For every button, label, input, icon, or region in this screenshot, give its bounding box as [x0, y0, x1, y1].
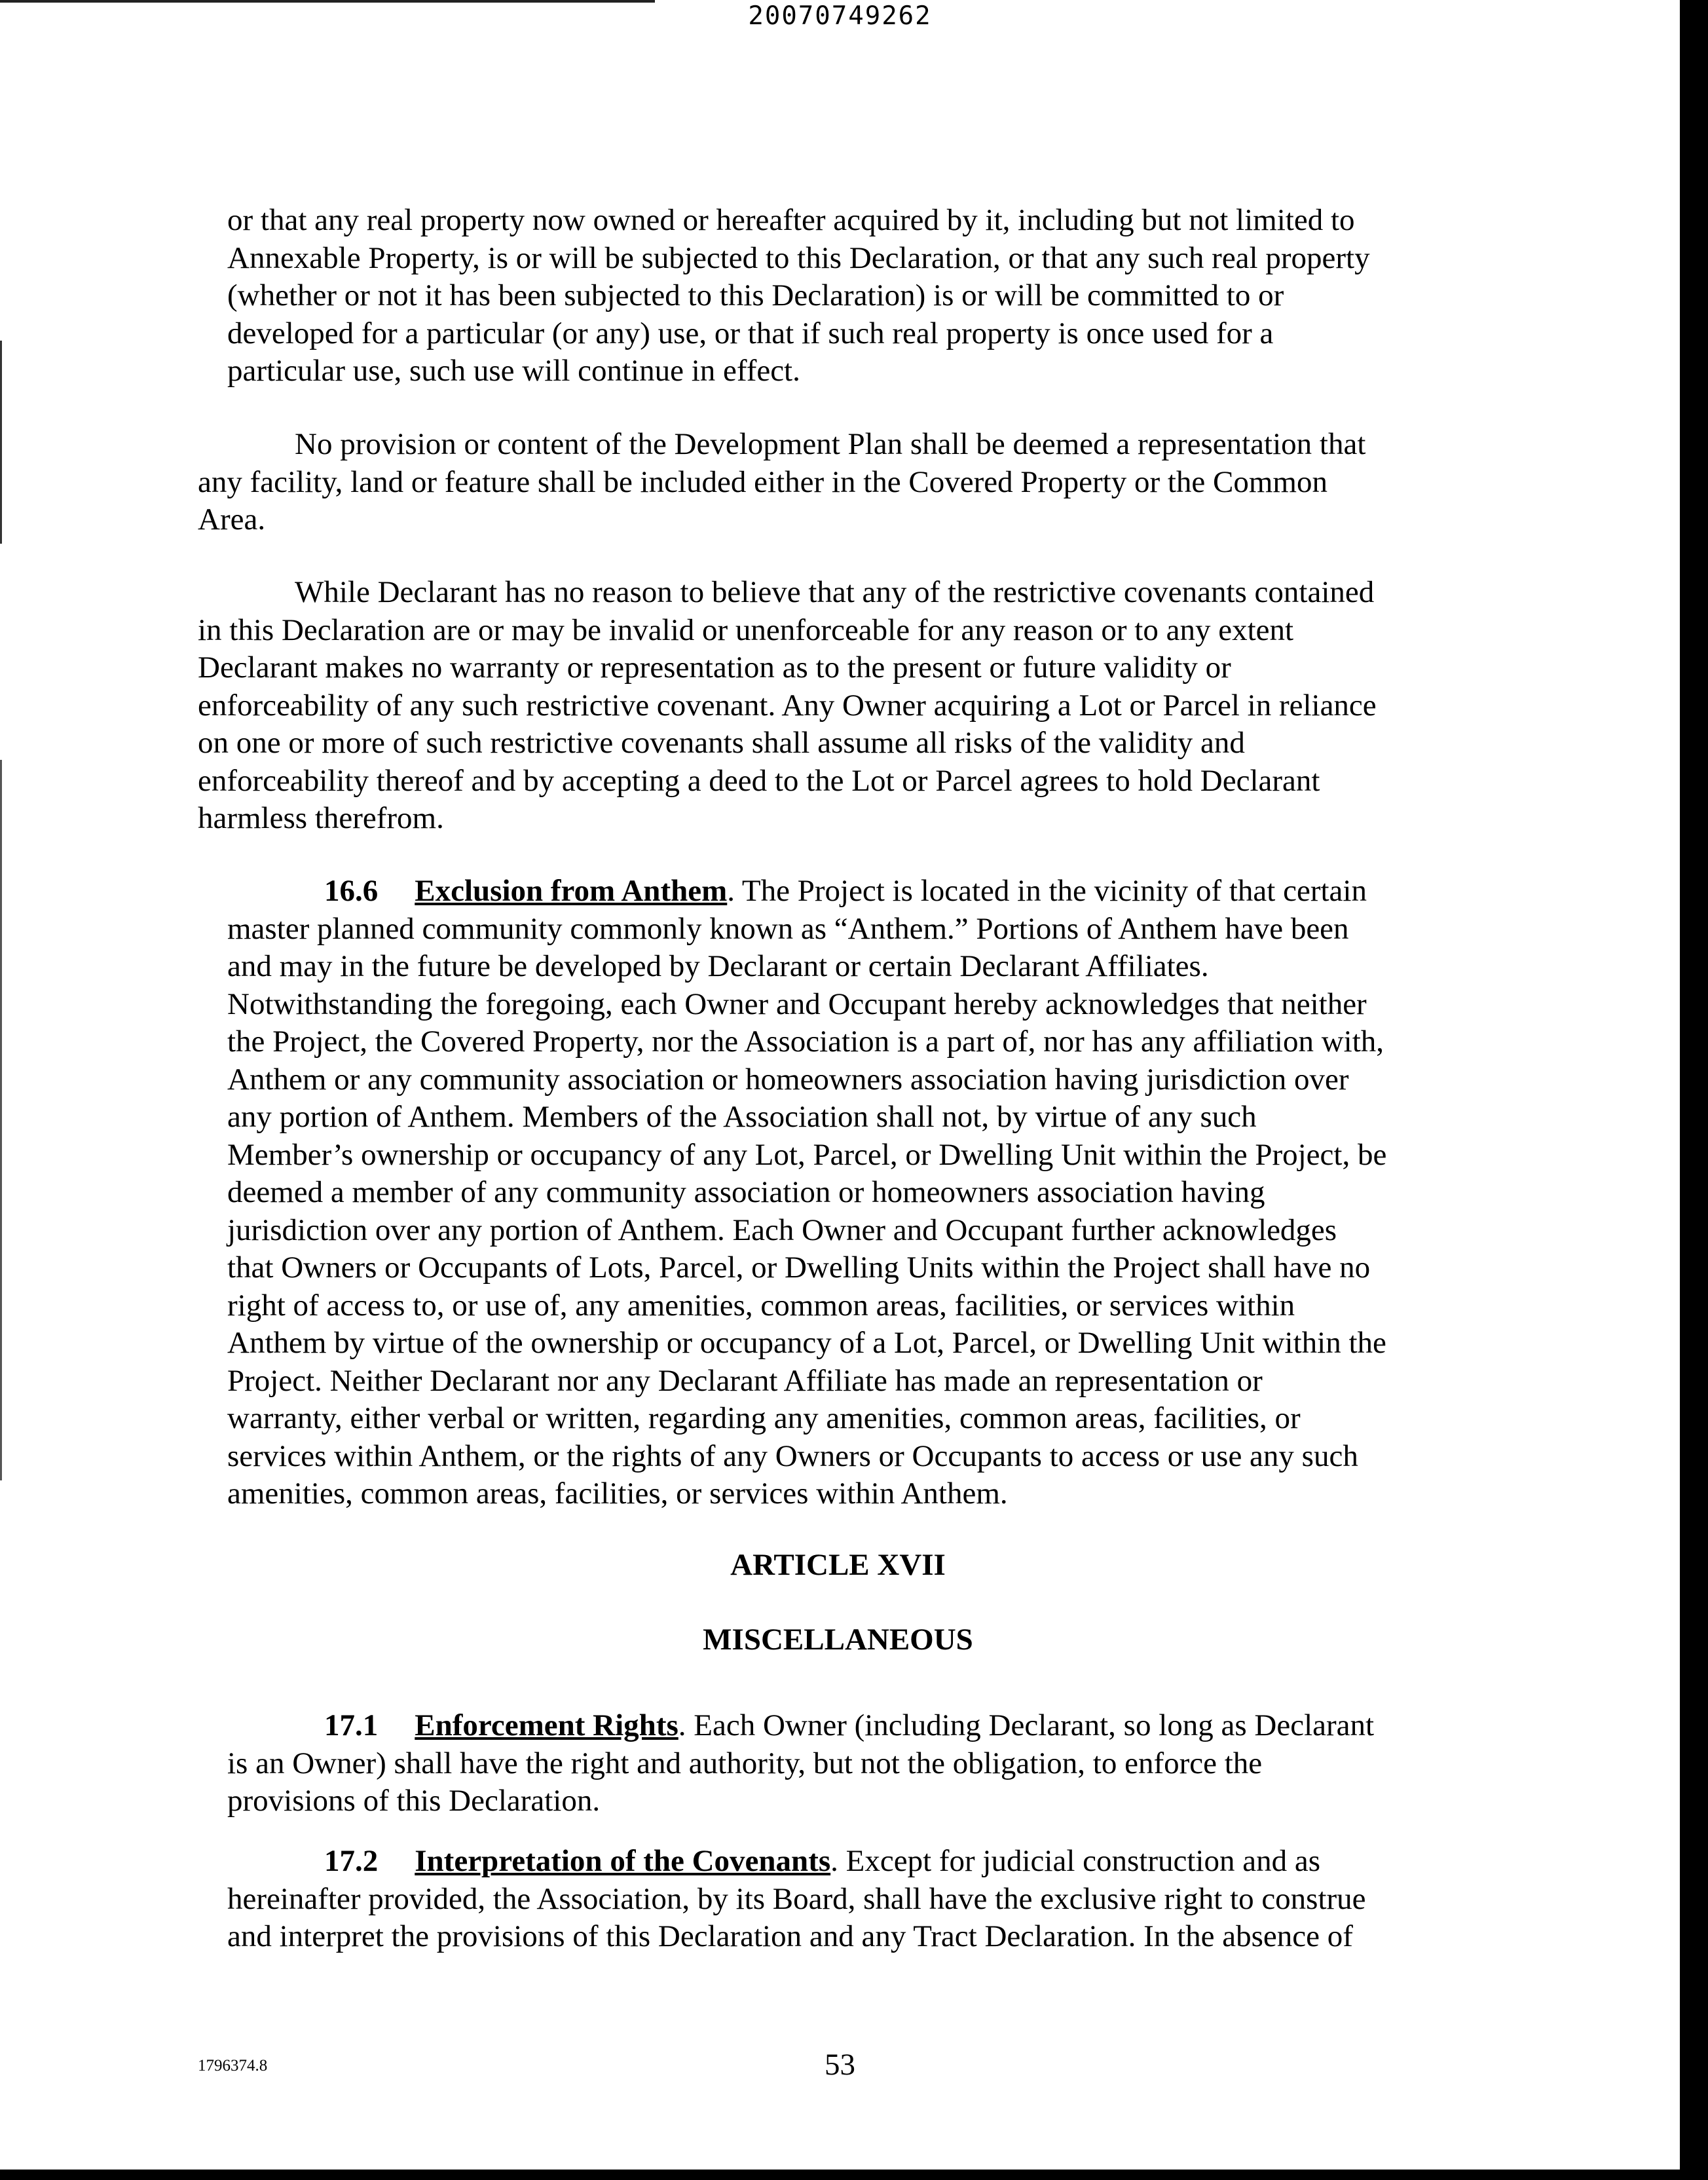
text-line: or that any real property now owned or hereafter acquired by it, including but not limited to	[227, 203, 1355, 237]
paragraph-development-plan	[198, 426, 1478, 539]
text-run: . The Project is located in the vicinity of that certain	[727, 874, 1367, 908]
text-line: services within Anthem, or the rights of any Owners or Occupants to access or use any such	[227, 1438, 1358, 1473]
text-line: deemed a member of any community association or homeowners association having	[227, 1175, 1265, 1209]
text-line: No provision or content of the Development Plan shall be deemed a representation that	[295, 427, 1366, 461]
paragraph-continuation	[227, 202, 1478, 390]
text-run: . Each Owner (including Declarant, so long as Declarant	[678, 1708, 1375, 1742]
text-line: right of access to, or use of, any amenities, common areas, facilities, or services within	[227, 1288, 1295, 1323]
text-line: enforceability thereof and by accepting a deed to the Lot or Parcel agrees to hold Declarant	[198, 763, 1320, 798]
text-line: warranty, either verbal or written, regarding any amenities, common areas, facilities, or	[227, 1401, 1301, 1435]
scan-right-edge	[1680, 0, 1708, 2180]
text-line: (whether or not it has been subjected to this Declaration) is or will be committed to or	[227, 278, 1284, 312]
page-number: 53	[825, 2048, 855, 2082]
recording-number: 20070749262	[748, 1, 932, 31]
text-line: any facility, land or feature shall be included either in the Covered Property or the Common	[198, 464, 1327, 499]
article-title: MISCELLANEOUS	[703, 1623, 973, 1657]
text-line: jurisdiction over any portion of Anthem. Each Owner and Occupant further acknowledges	[227, 1212, 1337, 1247]
text-line: and interpret the provisions of this Declaration and any Tract Declaration. In the absence of	[227, 1919, 1353, 1953]
text-line: enforceability of any such restrictive covenant. Any Owner acquiring a Lot or Parcel in reliance	[198, 688, 1377, 723]
text-line: particular use, such use will continue in effect.	[227, 354, 800, 388]
text-line: provisions of this Declaration.	[227, 1784, 601, 1818]
text-run: . Except for judicial construction and as	[830, 1844, 1320, 1878]
text-line: on one or more of such restrictive covenants shall assume all risks of the validity and	[198, 726, 1245, 760]
text-line: While Declarant has no reason to believe that any of the restrictive covenants contained	[295, 575, 1375, 609]
text-line: Declarant makes no warranty or representation as to the present or future validity or	[198, 650, 1231, 685]
text-line: and may in the future be developed by Declarant or certain Declarant Affiliates.	[227, 949, 1209, 983]
text-line: hereinafter provided, the Association, by its Board, shall have the exclusive right to construe	[227, 1881, 1366, 1916]
section-first-line	[227, 1843, 1478, 1881]
section-number: 17.2	[324, 1844, 379, 1878]
footer-document-id: 1796374.8	[198, 2057, 268, 2075]
text-line: master planned community commonly known as “Anthem.” Portions of Anthem have been	[227, 911, 1349, 946]
text-line: in this Declaration are or may be invalid or unenforceable for any reason or to any extent	[198, 612, 1294, 647]
scan-bottom-edge	[0, 2170, 1708, 2180]
text-line: harmless therefrom.	[198, 801, 444, 835]
section-first-line	[227, 873, 1478, 911]
text-line: the Project, the Covered Property, nor the Association is a part of, nor has any affiliation with,	[227, 1024, 1384, 1059]
text-line: developed for a particular (or any) use, or that if such real property is once used for a	[227, 316, 1274, 350]
text-line: is an Owner) shall have the right and authority, but not the obligation, to enforce the	[227, 1746, 1263, 1780]
text-line: amenities, common areas, facilities, or services within Anthem.	[227, 1476, 1008, 1511]
article-heading: ARTICLE XVII	[730, 1548, 946, 1582]
scan-left-mark	[0, 341, 2, 544]
text-line: Project. Neither Declarant nor any Declarant Affiliate has made an representation or	[227, 1363, 1263, 1398]
paragraph-restrictive-covenants	[198, 574, 1478, 838]
scan-left-mark	[0, 760, 2, 1480]
text-line: Annexable Property, is or will be subjected to this Declaration, or that any such real property	[227, 240, 1370, 275]
section-16-6	[227, 873, 1478, 1513]
text-line: that Owners or Occupants of Lots, Parcel, or Dwelling Units within the Project shall have no	[227, 1250, 1371, 1285]
section-first-line	[227, 1707, 1478, 1745]
text-line: Anthem or any community association or homeowners association having jurisdiction over	[227, 1062, 1349, 1097]
section-number: 16.6	[324, 874, 379, 908]
section-17-1	[227, 1707, 1478, 1820]
section-title: Exclusion from Anthem	[415, 874, 728, 908]
section-title: Interpretation of the Covenants	[415, 1844, 831, 1878]
text-line: Member’s ownership or occupancy of any Lot, Parcel, or Dwelling Unit within the Project, be	[227, 1137, 1387, 1172]
text-line: Area.	[198, 502, 266, 536]
section-title: Enforcement Rights	[415, 1708, 678, 1742]
section-17-2	[227, 1843, 1478, 1956]
text-line: Anthem by virtue of the ownership or occupancy of a Lot, Parcel, or Dwelling Unit within the	[227, 1326, 1386, 1360]
section-number: 17.1	[324, 1708, 379, 1742]
text-line: Notwithstanding the foregoing, each Owner and Occupant hereby acknowledges that neither	[227, 987, 1367, 1021]
text-line: any portion of Anthem. Members of the Association shall not, by virtue of any such	[227, 1100, 1257, 1134]
